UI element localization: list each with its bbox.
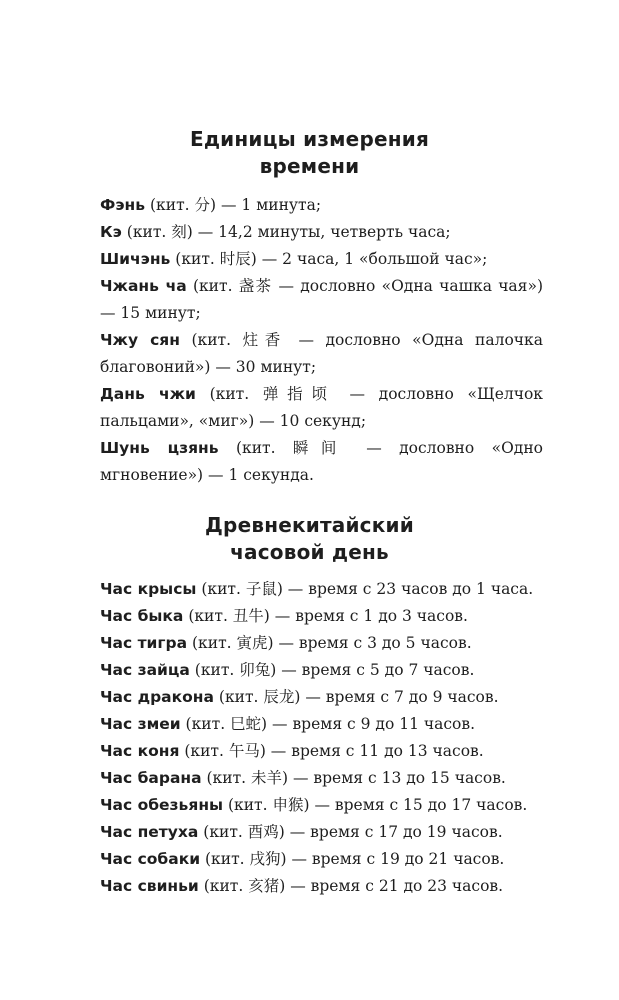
term-description: (кит. 戌狗) — время с 19 до 21 часов. xyxy=(200,850,505,868)
term: Дань чжи xyxy=(100,385,196,403)
list-item xyxy=(100,657,543,684)
term: Час быка xyxy=(100,607,184,625)
term-description: (кит. 瞬间 — дословно «Одно мгновение») — 1 секунда. xyxy=(100,439,543,484)
term-description: (кит. 子鼠) — время с 23 часов до 1 часа. xyxy=(196,580,534,598)
section-title-line: времени xyxy=(259,154,360,178)
term-description: (кит. 亥猪) — время с 21 до 23 часов. xyxy=(198,877,504,895)
term-description: (кит. 时辰) — 2 часа, 1 «большой час»; xyxy=(170,250,488,268)
list-item xyxy=(100,819,543,846)
list-item xyxy=(100,273,543,327)
list-item xyxy=(100,219,543,246)
term-description: (кит. 辰龙) — время с 7 до 9 часов. xyxy=(213,688,499,706)
section-title-line: Древнекитайский xyxy=(205,513,414,537)
term: Час обезьяны xyxy=(100,796,224,814)
list-item xyxy=(100,684,543,711)
term: Час крысы xyxy=(100,580,197,598)
term: Час петуха xyxy=(100,823,199,841)
list-item xyxy=(100,435,543,489)
term-description: (кит. 分) — 1 минута; xyxy=(145,196,322,214)
list-item xyxy=(100,738,543,765)
list-item xyxy=(100,246,543,273)
term: Шичэнь xyxy=(100,250,171,268)
list-item xyxy=(100,792,543,819)
section-title-line: Единицы измерения xyxy=(189,127,430,151)
list-item xyxy=(100,873,543,900)
list-item xyxy=(100,630,543,657)
list-item xyxy=(100,846,543,873)
time-units-list xyxy=(100,192,543,489)
term-description: (кит. 弹指顷 — дословно «Щелчок пальцами», «миг») — 10 секунд; xyxy=(100,385,543,430)
term: Кэ xyxy=(100,223,122,241)
term-description: (кит. 盏茶 — дословно «Одна чашка чая») — 15 минут; xyxy=(100,277,543,322)
term-description: (кит. 刻) — 14,2 минуты, четверть часа; xyxy=(121,223,451,241)
term: Час свиньи xyxy=(100,877,199,895)
term: Час зайца xyxy=(100,661,190,679)
list-item xyxy=(100,327,543,381)
list-item xyxy=(100,576,543,603)
chinese-hours-list xyxy=(100,576,543,900)
term-description: (кит. 午马) — время с 11 до 13 часов. xyxy=(179,742,484,760)
term: Чжань ча xyxy=(100,277,187,295)
list-item xyxy=(100,603,543,630)
term: Час собаки xyxy=(100,850,201,868)
section-title-time-units xyxy=(100,126,519,180)
term-description: (кит. 丑牛) — время с 1 до 3 часов. xyxy=(183,607,468,625)
term: Час коня xyxy=(100,742,180,760)
term: Час змеи xyxy=(100,715,181,733)
section-title-chinese-day xyxy=(100,512,519,566)
term: Час тигра xyxy=(100,634,188,652)
list-item xyxy=(100,381,543,435)
term: Шунь цзянь xyxy=(100,439,219,457)
list-item xyxy=(100,765,543,792)
term: Час барана xyxy=(100,769,202,787)
term-description: (кит. 寅虎) — время с 3 до 5 часов. xyxy=(187,634,472,652)
term: Чжу сян xyxy=(100,331,180,349)
list-item xyxy=(100,192,543,219)
list-item xyxy=(100,711,543,738)
term-description: (кит. 申猴) — время с 15 до 17 часов. xyxy=(223,796,528,814)
term-description: (кит. 酉鸡) — время с 17 до 19 часов. xyxy=(198,823,503,841)
term-description: (кит. 炷香 — дословно «Одна палочка благовоний») — 30 минут; xyxy=(100,331,543,376)
term-description: (кит. 卯兔) — время с 5 до 7 часов. xyxy=(189,661,475,679)
term-description: (кит. 未羊) — время с 13 до 15 часов. xyxy=(201,769,506,787)
section-title-line: часовой день xyxy=(230,540,389,564)
term: Фэнь xyxy=(100,196,146,214)
term-description: (кит. 巳蛇) — время с 9 до 11 часов. xyxy=(180,715,476,733)
term: Час дракона xyxy=(100,688,214,706)
